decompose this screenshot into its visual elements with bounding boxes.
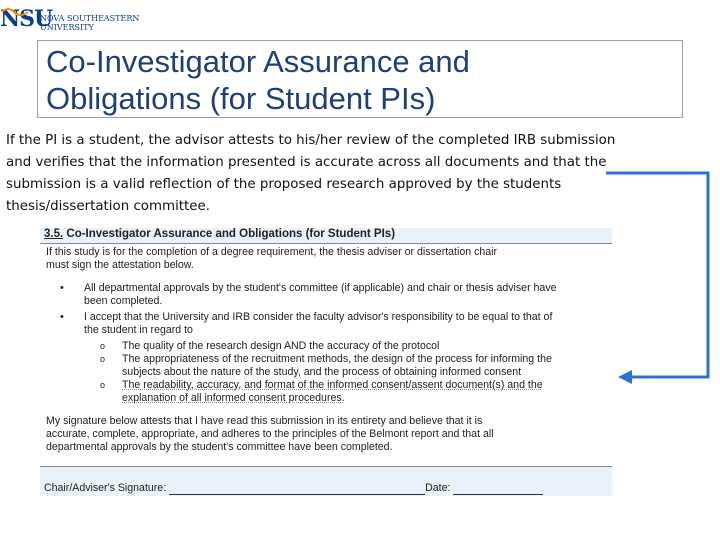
bracket-arrow-icon — [600, 170, 720, 390]
form-lead-text — [40, 246, 612, 272]
signature-label: Chair/Adviser's Signature: — [44, 482, 170, 494]
form-section-number: 3.5. — [44, 228, 64, 240]
sub3-line2: explanation of all informed consent procedures. — [122, 392, 345, 404]
logo-name-line1: NOVA SOUTHEASTERN — [40, 14, 140, 23]
bullet2-line1: I accept that the University and IRB consider the faculty advisor's responsibility to be equal to that of — [84, 311, 553, 323]
sig-line3: departmental approvals by the student's committee have been completed. — [46, 441, 393, 453]
bullet1-line2: been completed. — [84, 295, 163, 307]
slide-title-box — [37, 40, 683, 118]
intro-line2: and verifies that the information presented is accurate across all documents and that the — [6, 155, 607, 170]
bullet2-line2: the student in regard to — [84, 324, 193, 336]
intro-line1: If the PI is a student, the advisor attests to his/her review of the completed IRB submission — [6, 133, 616, 148]
sub3-line1: The readability, accuracy, and format of the informed consent/assent document(s) and the — [122, 379, 543, 391]
date-line — [453, 484, 543, 495]
sublist-item-quality — [84, 340, 612, 353]
sig-line1: My signature below attests that I have read this submission in its entirety and believe that it is — [46, 415, 483, 427]
sub2-line1: The appropriateness of the recruitment methods, the design of the process for informing the — [122, 353, 552, 365]
form-lead-line2: must sign the attestation below. — [46, 259, 194, 271]
logo-letters: NSU — [0, 6, 53, 32]
signature-line — [169, 484, 425, 495]
responsibility-sublist — [40, 340, 612, 405]
form-excerpt — [40, 228, 612, 496]
date-label: Date: — [425, 482, 454, 494]
form-section-title: Co-Investigator Assurance and Obligations (for Student PIs) — [63, 228, 396, 240]
slide-title — [46, 43, 674, 117]
logo-name — [40, 14, 139, 32]
attestation-list — [40, 282, 612, 337]
slide-title-line1: Co-Investigator Assurance and — [46, 44, 470, 79]
intro-paragraph — [6, 130, 696, 218]
signature-row — [40, 466, 612, 496]
list-item-responsibility — [40, 311, 612, 337]
sublist-item-recruitment — [84, 353, 612, 379]
sub2-line2: subjects about the nature of the study, and the process of obtaining informed consent — [122, 366, 522, 378]
sig-line2: accurate, complete, appropriate, and adheres to the principles of the Belmont report and that all — [46, 428, 494, 440]
intro-line4: thesis/dissertation committee. — [6, 199, 211, 214]
form-lead-line1: If this study is for the completion of a degree requirement, the thesis adviser or dissertation chair — [46, 246, 498, 258]
bullet1-line1: All departmental approvals by the student's committee (if applicable) and chair or thesis adviser have — [84, 282, 557, 294]
sub1-text: The quality of the research design AND the accuracy of the protocol — [122, 340, 440, 352]
sublist-item-readability — [84, 379, 612, 405]
logo-name-line2: UNIVERSITY — [40, 23, 94, 32]
list-item-approvals — [40, 282, 612, 308]
signature-attestation-text — [40, 415, 612, 454]
logo-wave-icon — [0, 4, 30, 36]
form-section-header — [40, 228, 612, 244]
slide-title-line2: Obligations (for Student PIs) — [46, 81, 436, 116]
intro-line3: submission is a valid reflection of the proposed research approved by the students — [6, 177, 562, 192]
